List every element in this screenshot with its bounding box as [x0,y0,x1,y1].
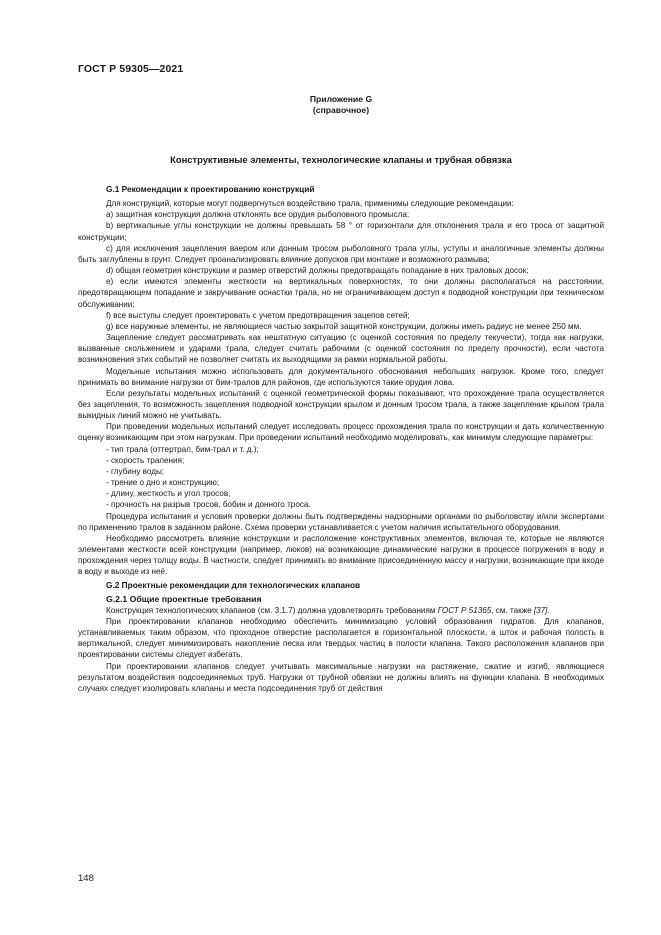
list-item-f: f) все выступы следует проектировать с учетом предотвращения зацепов сетей; [106,310,410,320]
text-run: , см. также [491,605,534,615]
param-item: - длину, жесткость и угол тросов; [106,489,231,499]
param-item: - прочность на разрыв тросов, бобин и донного троса. [106,500,311,510]
param-item: - скорость траления; [106,455,185,465]
bibliography-reference: [37] [533,605,548,615]
section-heading-g2: G.2 Проектные рекомендации для технологических клапанов [106,580,361,591]
param-item: - тип трала (оттертрал, бим-трал и т. д.); [106,444,259,454]
text-run: . [547,605,550,615]
paragraph: Если результаты модельных испытаний с оценкой геометрической формы показывают, что прохождение трала осуществляется без зацепления, то возможность зацепления подводной конструкции крылом и донным тросом трала, а также зацепление крылом трала выкидных линий можно не учитывать. [78,388,604,421]
page-number: 148 [78,873,94,884]
section-heading-g1: G.1 Рекомендации к проектированию конструкций [106,184,315,194]
subsection-heading-g2-1: G.2.1 Общие проектные требования [106,593,262,604]
paragraph: При проведении модельных испытаний следует исследовать процесс прохождения трала по конструкции и дать количественную оценку возникающим при этом нагрузкам. При проведении испытаний необходимо моделировать, как минимум следующие параметры: [78,422,604,443]
standard-reference: ГОСТ Р 51365 [437,605,492,615]
paragraph: Процедура испытания и условия проверки должны быть подтверждены надзорными органами по рыболовству и/или экспертами по применению тралов в заданном районе. Схема проверки устанавливается с учетом наличия испытательного оборудования. [78,511,604,532]
appendix-block [78,94,604,116]
document-body [78,184,604,694]
paragraph: Зацепление следует рассматривать как нештатную ситуацию (с оценкой состояния по пределу текучести), тогда как нагрузки, вызванные скольжением и ударами трала, следует считать рабочими (с оценкой состояния по пределу прочности), если частота возникновения этих событий не позволяет считать их выходящими за рамки нормальной работы. [78,333,604,365]
standard-header: ГОСТ Р 59305—2021 [78,63,184,75]
list-item-c: с) для исключения зацепления ваером или донным тросом рыболовного трала углы, уступы и аналогичные элементы должны быть заглублены в грунт. Следует проанализировать влияние допусков при монтаже и возможного размыва; [78,243,604,264]
text-run: Конструкция технологических клапанов (см. 3.1.7) должна удовлетворять требованиям [106,605,438,615]
paragraph: Модельные испытания можно использовать для документального обоснования небольших нагрузок. Кроме того, следует принимать во внимание нагрузки от бим-тралов для районов, где используются такие орудия лова. [78,366,604,387]
list-item-g: g) все наружные элементы, не являющиеся частью закрытой защитной конструкции, должны иметь радиус не менее 250 мм. [106,321,582,331]
list-item-b: b) вертикальные углы конструкции не должны превышать 58 ° от горизонтали для отклонения трала и его троса от защитной конструкции; [78,221,604,242]
paragraph-intro: Для конструкций, которые могут подвергнуться воздействию трала, применимы следующие рекомендации: [106,199,514,209]
list-item-a: а) защитная конструкция должна отклонять все орудия рыболовного промысла; [106,210,410,220]
paragraph-with-references [78,605,604,616]
paragraph: Необходимо рассмотреть влияние конструкции и расположение конструктивных элементов, включая те, которые не являются элементами жесткости всей конструкции (например, люков) на возникающие динамические нагрузки в процессе погружения в воду и прохождения через толщу воды. В частности, следует принимать во внимание присоединенную массу и нагрузки, возникающие при входе в воду и выходе из неё. [78,533,604,577]
paragraph: При проектировании клапанов необходимо обеспечить минимизацию условий образования гидратов. Для клапанов, устанавливаемых таким образом, что проходное отверстие располагается в горизонтальной плоскости, а шток и рабочая полость в вертикальной, следует минимизировать накопление песка или твердых частиц в полости клапана. Такого расположения клапанов при проектировании системы следует избегать. [78,616,604,660]
paragraph: При проектировании клапанов следует учитывать максимальные нагрузки на растяжение, сжатие и изгиб, являющиеся результатом воздействия подсоединяемых труб. Нагрузки от трубной обвязки не должны влиять на функции клапана. В необходимых случаях следует изолировать клапаны и места подсоединения труб от действия [78,661,604,693]
param-item: - трение о дно и конструкцию; [106,478,220,488]
appendix-label: Приложение G [309,94,373,104]
list-item-e: е) если имеются элементы жесткости на вертикальных поверхностях, то они должны располагаться на расстоянии, предотвращающем попадание и закручивание оснастки трала, но не ограничивающем доступ к подводной конструкции при техническом обслуживании; [78,277,604,309]
document-title: Конструктивные элементы, технологические клапаны и трубная обвязка [170,154,512,165]
list-item-d: d) общая геометрия конструкции и размер отверстий должны предотвращать попадание в них траловых досок; [106,266,529,276]
appendix-note: (справочное) [312,105,370,115]
param-item: - глубину воды; [106,466,165,476]
